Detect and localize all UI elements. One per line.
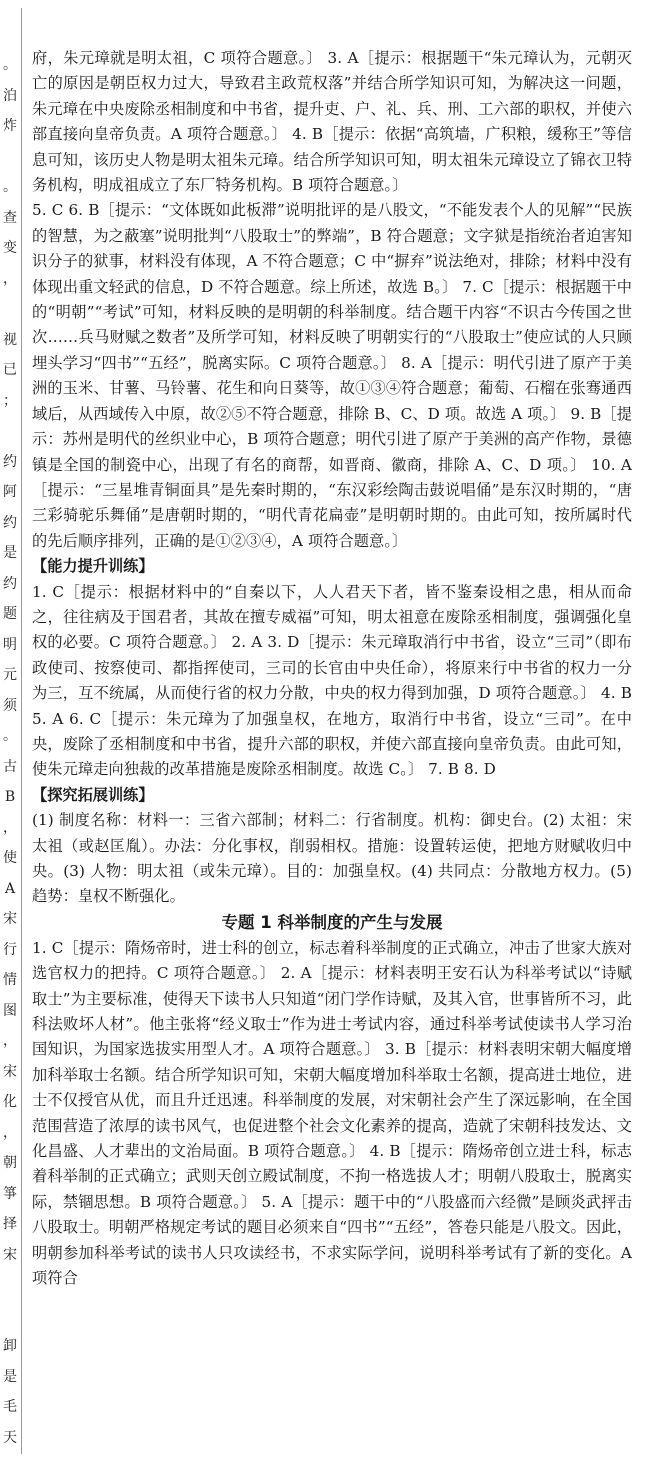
gutter-fragment: 毛 bbox=[3, 1399, 17, 1415]
gutter-fragment: 行 bbox=[3, 941, 17, 958]
gutter-fragment: 阿 bbox=[3, 484, 17, 500]
gutter-fragment: 元 bbox=[3, 667, 17, 683]
left-margin-gutter bbox=[0, 0, 22, 1462]
section-heading-ability: 【能力提升训练】 bbox=[32, 557, 154, 576]
gutter-fragment: 。 bbox=[3, 57, 17, 73]
gutter-fragment: 古 bbox=[3, 758, 17, 775]
gutter-fragment: 约 bbox=[3, 575, 17, 592]
gutter-fragment: 卸 bbox=[3, 1338, 17, 1354]
gutter-fragment: 。 bbox=[3, 179, 17, 195]
gutter-fragment: 约 bbox=[3, 453, 17, 470]
gutter-fragment: 箏 bbox=[3, 1185, 17, 1202]
gutter-fragment: ； bbox=[3, 392, 17, 409]
gutter-fragment: 须 bbox=[3, 697, 17, 714]
gutter-fragment: ， bbox=[3, 1033, 17, 1049]
gutter-fragment: 择 bbox=[3, 1216, 17, 1232]
gutter-fragment: 。 bbox=[3, 728, 17, 744]
gutter-fragment: 化 bbox=[3, 1094, 17, 1110]
gutter-fragment: 视 bbox=[3, 331, 17, 348]
gutter-fragment: 明 bbox=[3, 636, 17, 653]
gutter-fragment: 宋 bbox=[3, 1063, 17, 1080]
column-divider-line bbox=[21, 8, 22, 1454]
gutter-fragment: 题 bbox=[3, 606, 17, 622]
gutter-fragment: 炸 bbox=[3, 118, 17, 134]
gutter-fragment: 使 bbox=[3, 850, 17, 866]
gutter-fragment: 变 bbox=[3, 240, 17, 256]
answer-paragraph-1: 府，朱元璋就是明太祖，C 项符合题意。〕 3. A［提示：根据题干“朱元璋认为，元朝灭亡的原因是朝臣权力过大，导致君主政荒权落”并结合所学知识可知，为解决这一问题，朱元璋在中央废除丞相制度和中书省，提升吏、户、礼、兵、刑、工六部的职权，并使六部直接向皇帝负责。A 项符合题意。〕 4. B［提示：依据“高筑墙，广积粮，缓称王”等信息可知，该历史人物是明太祖朱元璋。结合所学知识可知，明太祖朱元璋设立了锦衣卫特务机构，明成祖成立了东厂特务机构。B 项符合题意。〕 bbox=[32, 49, 632, 195]
gutter-fragment: ， bbox=[3, 270, 17, 287]
gutter-fragment: A bbox=[4, 880, 16, 897]
answer-paragraph-3: 1. C［提示：根据材料中的“自秦以下，人人君天下者，皆不鉴秦设相之患，相从而命之，往往病及于国君者，其故在擅专威福”可知，明太祖意在废除丞相制度，强调强化皇权的必要。C 项符合题意。〕 2. A 3. D［提示：朱元璋取消行中书省，设立“三司”（即布政使司、按察使司、都指挥使司，三司的长官由中央任命），将原来行中书省的权力一分为三，互不统属，从而使行省的权力分散，中央的权力得到加强，D 项符合题意。〕 4. B 5. A 6. C［提示：朱元璋为了加强皇权，在地方，取消行中书省，设立“三司”。在中央，废除了丞相制度和中书省，提升六部的职权，并使六部直接向皇帝负责。由此可知，使朱元璋走向独裁的改革措施是废除丞相制度。故选 C。〕 7. B 8. D bbox=[32, 582, 632, 779]
gutter-fragment: B bbox=[4, 789, 16, 805]
section-heading-explore: 【探究拓展训练】 bbox=[32, 785, 154, 804]
gutter-fragment: 情 bbox=[3, 972, 17, 988]
gutter-fragment: ， bbox=[3, 819, 17, 836]
gutter-fragment: 查 bbox=[3, 209, 17, 226]
gutter-fragment: 是 bbox=[3, 1368, 17, 1385]
gutter-fragment: 约 bbox=[3, 514, 17, 531]
gutter-fragment: 是 bbox=[3, 545, 17, 561]
answer-paragraph-5: 1. C［提示：隋炀帝时，进士科的创立，标志着科举制度的正式确立，冲击了世家大族对选官权力的把持。C 项符合题意。〕 2. A［提示：材料表明王安石认为科举考试以“诗赋取士”为主要标准，使得天下读书人只知道“闭门学作诗赋，及其入官，世事皆所不习，此科法败坏人材”。他主张将“经义取士”作为进士考试内容，通过科举考试使读书人学习治国知识，为国家选拔实用型人才。A 项符合题意。〕 3. B［提示：材料表明宋朝大幅度增加科举取士名额。结合所学知识可知，宋朝大幅度增加科举取士名额，提高进士地位，进士不仅授官从优，而且升迁迅速。科举制度的发展，对宋朝社会产生了深远影响，在全国范围营造了浓厚的读书风气，也促进整个社会文化素养的提高，造就了宋朝科技发达、文化昌盛、人才辈出的文治局面。B 项符合题意。〕 4. B［提示：隋炀帝创立进士科，标志着科举制的正式确立；武则天创立殿试制度，不拘一格选拔人才；明朝八股取士，脱离实际，禁锢思想。B 项符合题意。〕 5. A［提示：题干中的“八股盛而六经微”是顾炎武抨击八股取士。明朝严格规定考试的题目必须来自“四书”“五经”，答卷只能是八股文。因此，明朝参加科举考试的读书人只攻读经书，不求实际学问，说明科举考试有了新的变化。A 项符合 bbox=[32, 938, 632, 1288]
gutter-fragment: 宋 bbox=[3, 911, 17, 927]
gutter-fragment: 图 bbox=[3, 1002, 17, 1019]
gutter-fragment: 宋 bbox=[3, 1246, 17, 1263]
answer-page bbox=[32, 46, 632, 1292]
gutter-fragment: 已 bbox=[3, 362, 17, 378]
gutter-fragment: 朝 bbox=[3, 1155, 17, 1171]
gutter-fragment: 泊 bbox=[3, 87, 17, 104]
answer-paragraph-4: (1) 制度名称：材料一：三省六部制；材料二：行省制度。机构：御史台。(2) 太祖：宋太祖（或赵匡胤）。办法：分化事权，削弱相权。措施：设置转运使，把地方财赋收归中央。(3) 人物：明太祖（或朱元璋）。目的：加强皇权。(4) 共同点：分散地方权力。(5) 趋势：皇权不断强化。 bbox=[32, 811, 632, 906]
answer-paragraph-2: 5. C 6. B［提示：“文体既如此板滞”说明批评的是八股文，“不能发表个人的见解”“民族的智慧，为之蔽塞”说明批判“八股取士”的弊端”，B 符合题意；文字狱是指统治者迫害知识分子的狱事，材料没有体现，A 不符合题意；C 中“摒弃”说法绝对，排除；材料中没有体现出重文轻武的信息，D 不符合题意。综上所述，故选 B。〕 7. C［提示：根据题干中的“明朝”“考试”可知，材料反映的是明朝的科举制度。结合题干内容“不识古今传国之世次……兵马财赋之数者”及所学可知，材料反映了明朝实行的“八股取士”使应试的人只顾埋头学习“四书”“五经”，脱离实际。C 项符合题意。〕 8. A［提示：明代引进了原产于美洲的玉米、甘薯、马铃薯、花生和向日葵等，故①③④符合题意；葡萄、石榴在张骞通西域后，从西域传入中原，故②⑤不符合题意，排除 B、C、D 项。故选 A 项。〕 9. B［提示：苏州是明代的丝织业中心，B 项符合题意；明代引进了原产于美洲的高产作物，景德镇是全国的制瓷中心，出现了有名的商帮，如晋商、徽商，排除 A、C、D 项。〕 10. A［提示：“三星堆青铜面具”是先秦时期的，“东汉彩绘陶击鼓说唱俑”是东汉时期的，“唐三彩骑驼乐舞俑”是唐朝时期的，“明代青花扁壶”是明朝时期的。由此可知，按所属时代的先后顺序排列，正确的是①②③④，A 项符合题意。〕 bbox=[32, 201, 632, 550]
topic-title: 专题 1 科举制度的产生与发展 bbox=[221, 912, 443, 932]
gutter-fragment: ， bbox=[3, 1124, 17, 1141]
gutter-fragment: 天 bbox=[3, 1429, 17, 1446]
